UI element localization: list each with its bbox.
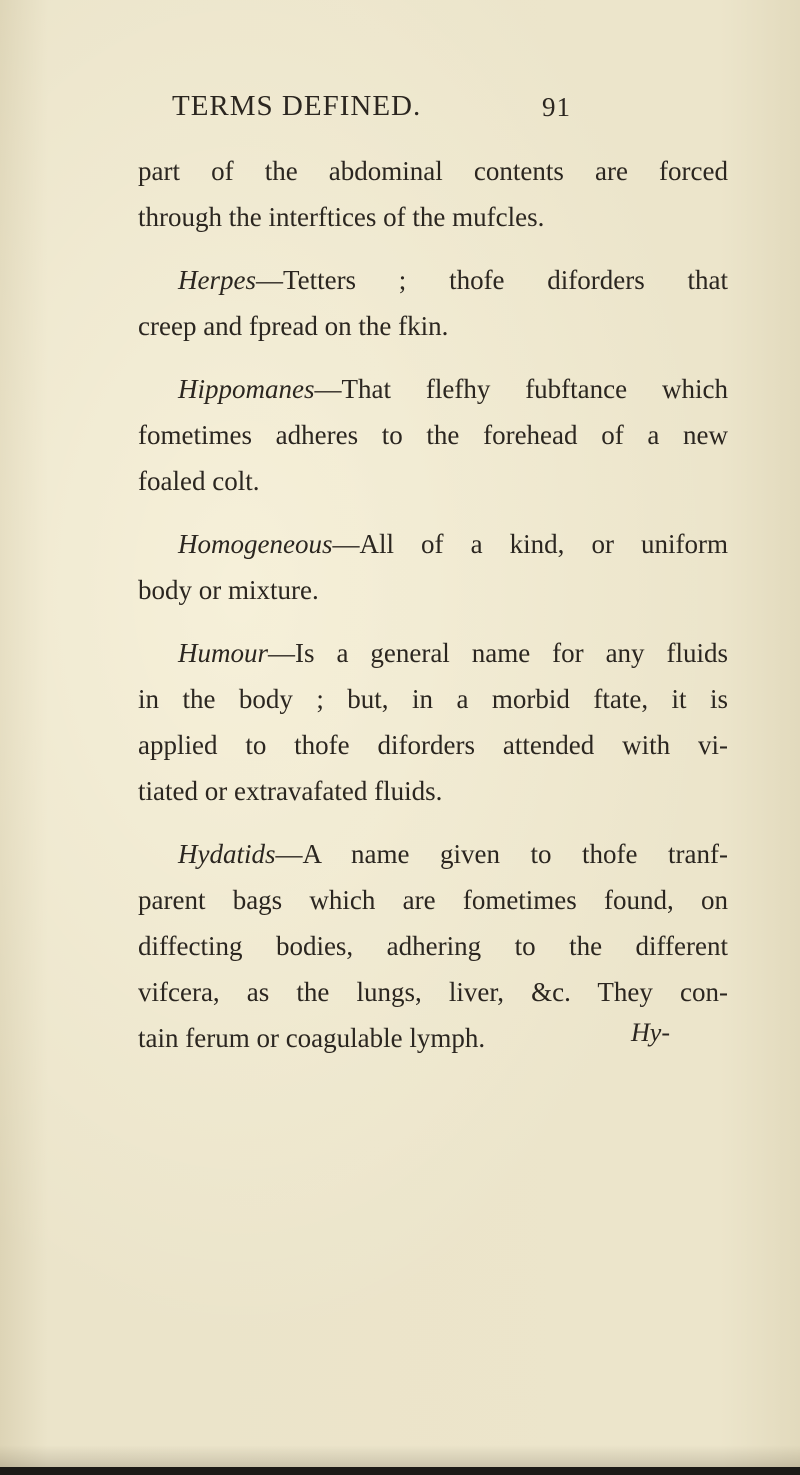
catchword: Hy-: [631, 1018, 670, 1047]
entry-text: —All of a kind, or uniform: [332, 529, 728, 559]
text-line: applied to thofe diforders attended with vi-: [138, 730, 728, 760]
entry-term: Hydatids: [178, 839, 276, 869]
entry-homogeneous: [138, 521, 728, 613]
entry-term: Herpes: [178, 265, 256, 295]
entry-text: —Tetters ; thofe diforders that: [255, 265, 728, 295]
text-line: body or mixture.: [138, 575, 319, 605]
text-line: parent bags which are fometimes found, on: [138, 885, 728, 915]
body-text: [138, 148, 728, 1078]
text-line: fometimes adheres to the forehead of a new: [138, 420, 728, 450]
entry-first-line: [138, 831, 728, 877]
text-line: vifcera, as the lungs, liver, &c. They con-: [138, 977, 728, 1007]
entry-text: —A name given to thofe tranf-: [275, 839, 728, 869]
entry-herpes: [138, 257, 728, 349]
text-line: diffecting bodies, adhering to the different: [138, 931, 728, 961]
entry-humour: [138, 630, 728, 814]
continuation-paragraph: [138, 148, 728, 240]
text-line: creep and fpread on the fkin.: [138, 311, 449, 341]
entry-term: Humour: [178, 638, 269, 668]
entry-first-line: [138, 257, 728, 303]
entry-text: —That flefhy fubftance which: [314, 374, 728, 404]
running-header: [172, 90, 672, 130]
text-line: in the body ; but, in a morbid ftate, it is: [138, 684, 728, 714]
page-number: 91: [542, 92, 571, 122]
text-line: tain ferum or coagulable lymph.: [138, 1023, 486, 1053]
text-line: part of the abdominal contents are forced: [138, 156, 728, 186]
text-line: through the interftices of the mufcles.: [138, 202, 545, 232]
page-shadow: [0, 1445, 800, 1467]
entry-first-line: [138, 366, 728, 412]
entry-first-line: [138, 630, 728, 676]
entry-term: Hippomanes: [178, 374, 315, 404]
entry-hippomanes: [138, 366, 728, 504]
text-line: foaled colt.: [138, 466, 260, 496]
entry-term: Homogeneous: [178, 529, 333, 559]
entry-text: —Is a general name for any fluids: [268, 638, 728, 668]
text-line: tiated or extravafated fluids.: [138, 776, 443, 806]
entry-first-line: [138, 521, 728, 567]
running-title: TERMS DEFINED.: [172, 90, 422, 122]
page-bottom-edge: [0, 1467, 800, 1475]
